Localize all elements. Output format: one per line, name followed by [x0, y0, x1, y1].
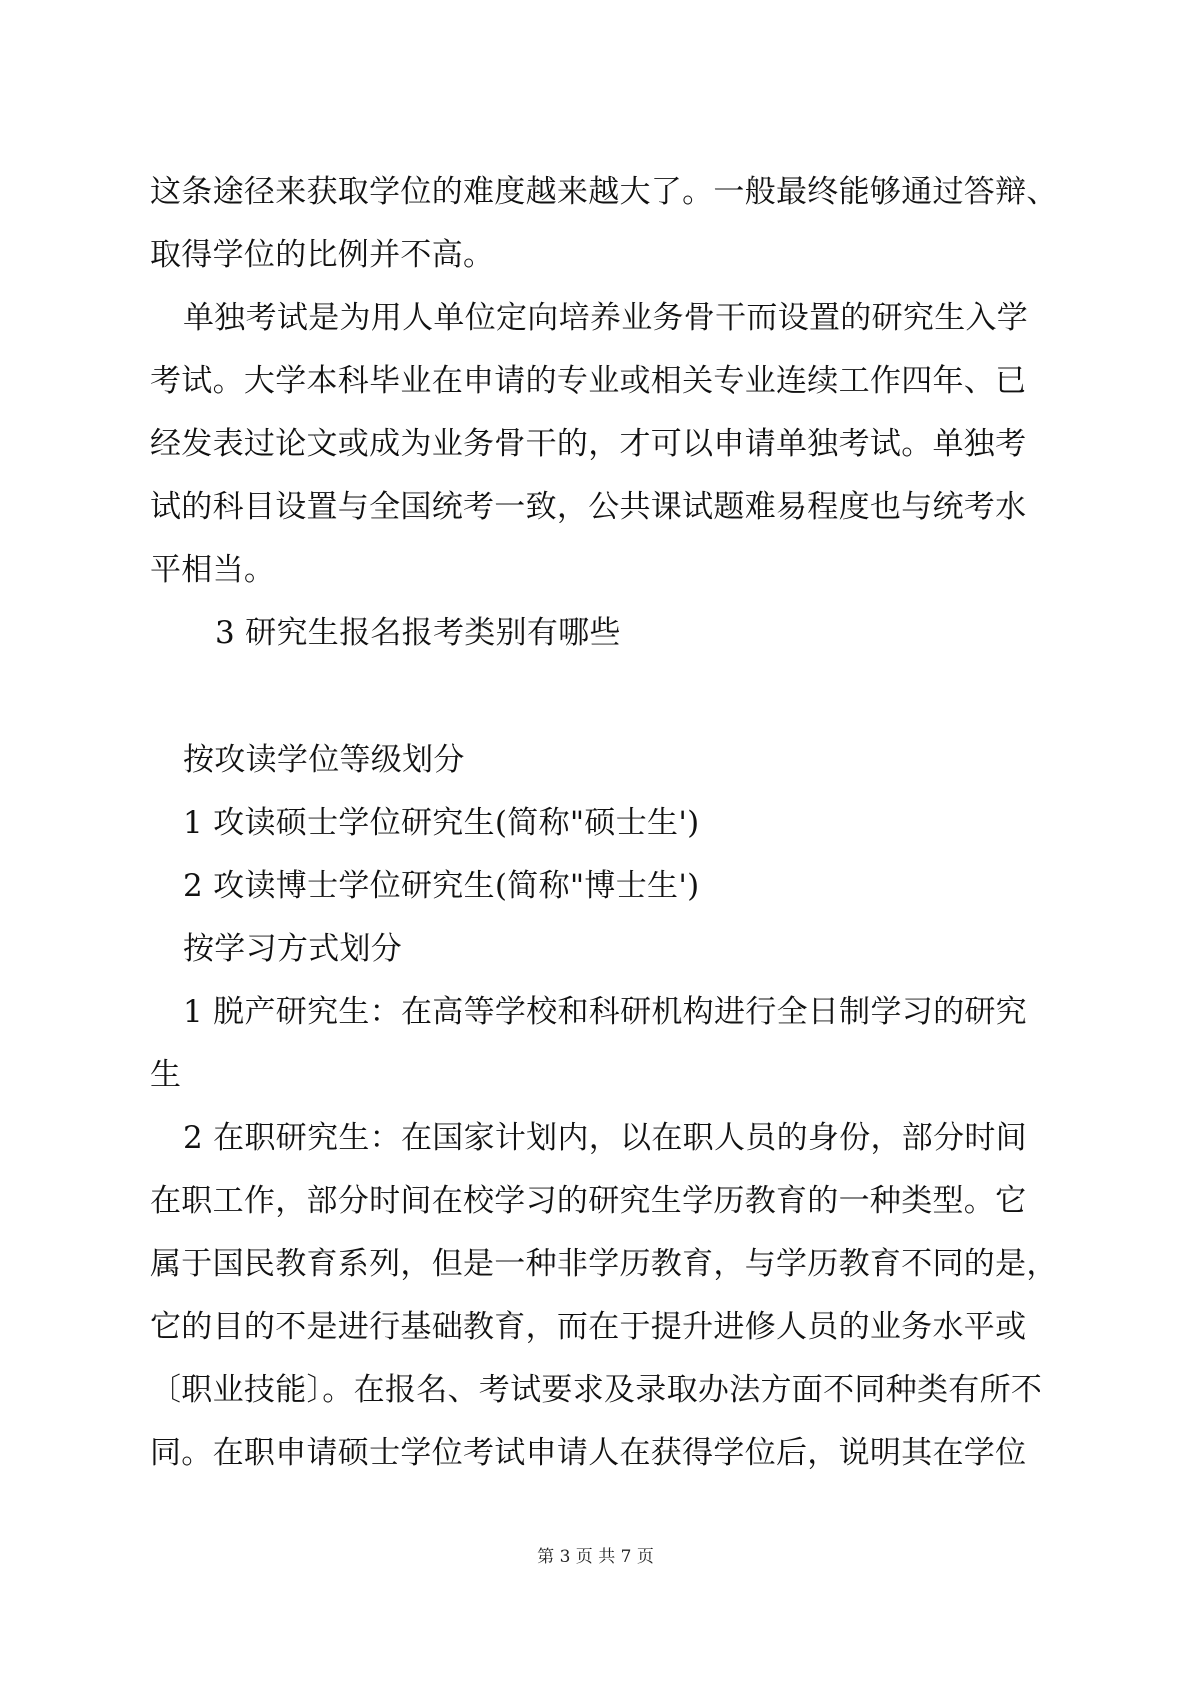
- paragraph-line: 这条途径来获取学位的难度越来越大了。一般最终能够通过答辩、: [150, 174, 1058, 210]
- section-heading: 3 研究生报名报考类别有哪些: [215, 615, 621, 651]
- subheading: 按学习方式划分: [183, 931, 403, 967]
- list-item: 2 在职研究生：在国家计划内，以在职人员的身份，部分时间: [183, 1120, 1027, 1156]
- paragraph-line: 属于国民教育系列，但是一种非学历教育，与学历教育不同的是，: [150, 1246, 1058, 1282]
- paragraph-line: 经发表过论文或成为业务骨干的，才可以申请单独考试。单独考: [150, 426, 1027, 462]
- list-item: 1 脱产研究生：在高等学校和科研机构进行全日制学习的研究: [183, 994, 1027, 1030]
- paragraph-line: 取得学位的比例并不高。: [150, 237, 495, 273]
- page-footer: 第 3 页 共 7 页: [537, 1547, 654, 1567]
- paragraph-line: 同。在职申请硕士学位考试申请人在获得学位后，说明其在学位: [150, 1435, 1027, 1471]
- paragraph-line: 试的科目设置与全国统考一致，公共课试题难易程度也与统考水: [150, 489, 1027, 525]
- paragraph-line: 在职工作，部分时间在校学习的研究生学历教育的一种类型。它: [150, 1183, 1027, 1219]
- list-item: 1 攻读硕士学位研究生(简称"硕士生'): [183, 805, 700, 841]
- paragraph-line: 〔职业技能〕。在报名、考试要求及录取办法方面不同种类有所不: [150, 1372, 1043, 1408]
- subheading: 按攻读学位等级划分: [183, 742, 465, 778]
- paragraph-line: 单独考试是为用人单位定向培养业务骨干而设置的研究生入学: [183, 300, 1029, 336]
- paragraph-line: 生: [150, 1057, 182, 1093]
- paragraph-line: 考试。大学本科毕业在申请的专业或相关专业连续工作四年、已: [150, 363, 1027, 399]
- list-item: 2 攻读博士学位研究生(简称"博士生'): [183, 868, 700, 904]
- paragraph-line: 平相当。: [150, 552, 276, 588]
- paragraph-line: 它的目的不是进行基础教育，而在于提升进修人员的业务水平或: [150, 1309, 1027, 1345]
